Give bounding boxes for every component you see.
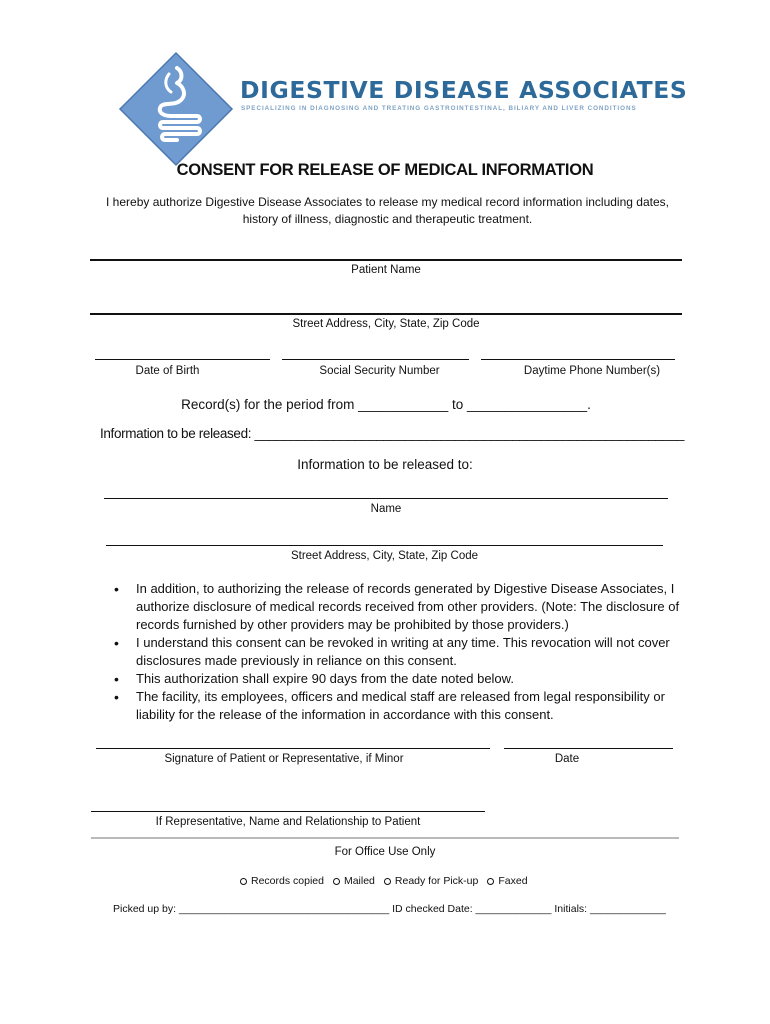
pickup-verification-line[interactable]: Picked up by: ____________________________________ ID checked Date: _____________ Initials: _____________ xyxy=(113,903,666,915)
digestive-tract-logo-icon xyxy=(117,50,235,168)
records-copied-option[interactable]: Records copied xyxy=(240,875,324,887)
dob-label: Date of Birth xyxy=(135,365,200,377)
recipient-name-field[interactable] xyxy=(104,498,668,499)
phone-label: Daytime Phone Number(s) xyxy=(523,365,661,377)
representative-field[interactable] xyxy=(91,811,485,812)
recipient-name-label: Name xyxy=(370,503,402,515)
released-to-heading: Information to be released to: xyxy=(297,457,473,472)
ssn-label: Social Security Number xyxy=(319,365,440,377)
dob-field[interactable] xyxy=(95,359,270,360)
phone-field[interactable] xyxy=(481,359,675,360)
office-use-heading: For Office Use Only xyxy=(334,846,436,858)
form-title: CONSENT FOR RELEASE OF MEDICAL INFORMATION xyxy=(176,161,594,179)
consent-term: • This authorization shall expire 90 days from the date noted below. xyxy=(112,670,687,688)
ssn-field[interactable] xyxy=(282,359,469,360)
representative-label: If Representative, Name and Relationship to Patient xyxy=(155,816,421,828)
office-options-row xyxy=(240,875,537,887)
consent-term: • I understand this consent can be revoked in writing at any time. This revocation will not cover disclosures made previously in reliance on this consent. xyxy=(112,634,687,670)
organization-tagline: SPECIALIZING IN DIAGNOSING AND TREATING GASTROINTESTINAL, BILIARY AND LIVER CONDITIONS xyxy=(241,105,637,112)
date-field[interactable] xyxy=(504,748,673,749)
patient-address-field[interactable] xyxy=(90,313,682,315)
radio-circle-icon xyxy=(333,878,340,885)
consent-term: • The facility, its employees, officers and medical staff are released from legal responsibility or liability for the release of the information in accordance with this consent. xyxy=(112,688,687,724)
radio-circle-icon xyxy=(487,878,494,885)
organization-name: DIGESTIVE DISEASE ASSOCIATES xyxy=(240,76,688,104)
mailed-option[interactable]: Mailed xyxy=(333,875,375,887)
record-period-line[interactable]: Record(s) for the period from ____________ to ________________. xyxy=(181,397,591,412)
patient-address-label: Street Address, City, State, Zip Code xyxy=(292,318,480,330)
radio-circle-icon xyxy=(384,878,391,885)
recipient-address-label: Street Address, City, State, Zip Code xyxy=(290,550,479,562)
recipient-address-field[interactable] xyxy=(106,545,663,546)
information-released-line[interactable]: Information to be released: ____________________________________________________________ xyxy=(100,426,685,441)
radio-circle-icon xyxy=(240,878,247,885)
patient-name-field[interactable] xyxy=(90,259,682,261)
faxed-option[interactable]: Faxed xyxy=(487,875,527,887)
patient-name-label: Patient Name xyxy=(351,264,421,276)
date-label: Date xyxy=(554,753,580,765)
consent-term: • In addition, to authorizing the release of records generated by Digestive Disease Associates, I authorize disclosure of medical records received from other providers. (Note: The disclosure of records furnished by other providers may be prohibited by those providers.) xyxy=(112,580,687,634)
ready-for-pickup-option[interactable]: Ready for Pick-up xyxy=(384,875,478,887)
authorization-statement: I hereby authorize Digestive Disease Associates to release my medical record information including dates, history of illness, diagnostic and therapeutic treatment. xyxy=(106,195,669,226)
signature-field[interactable] xyxy=(96,748,490,749)
signature-label: Signature of Patient or Representative, if Minor xyxy=(164,753,404,765)
consent-terms-list xyxy=(112,580,687,724)
office-section-divider xyxy=(91,837,679,839)
